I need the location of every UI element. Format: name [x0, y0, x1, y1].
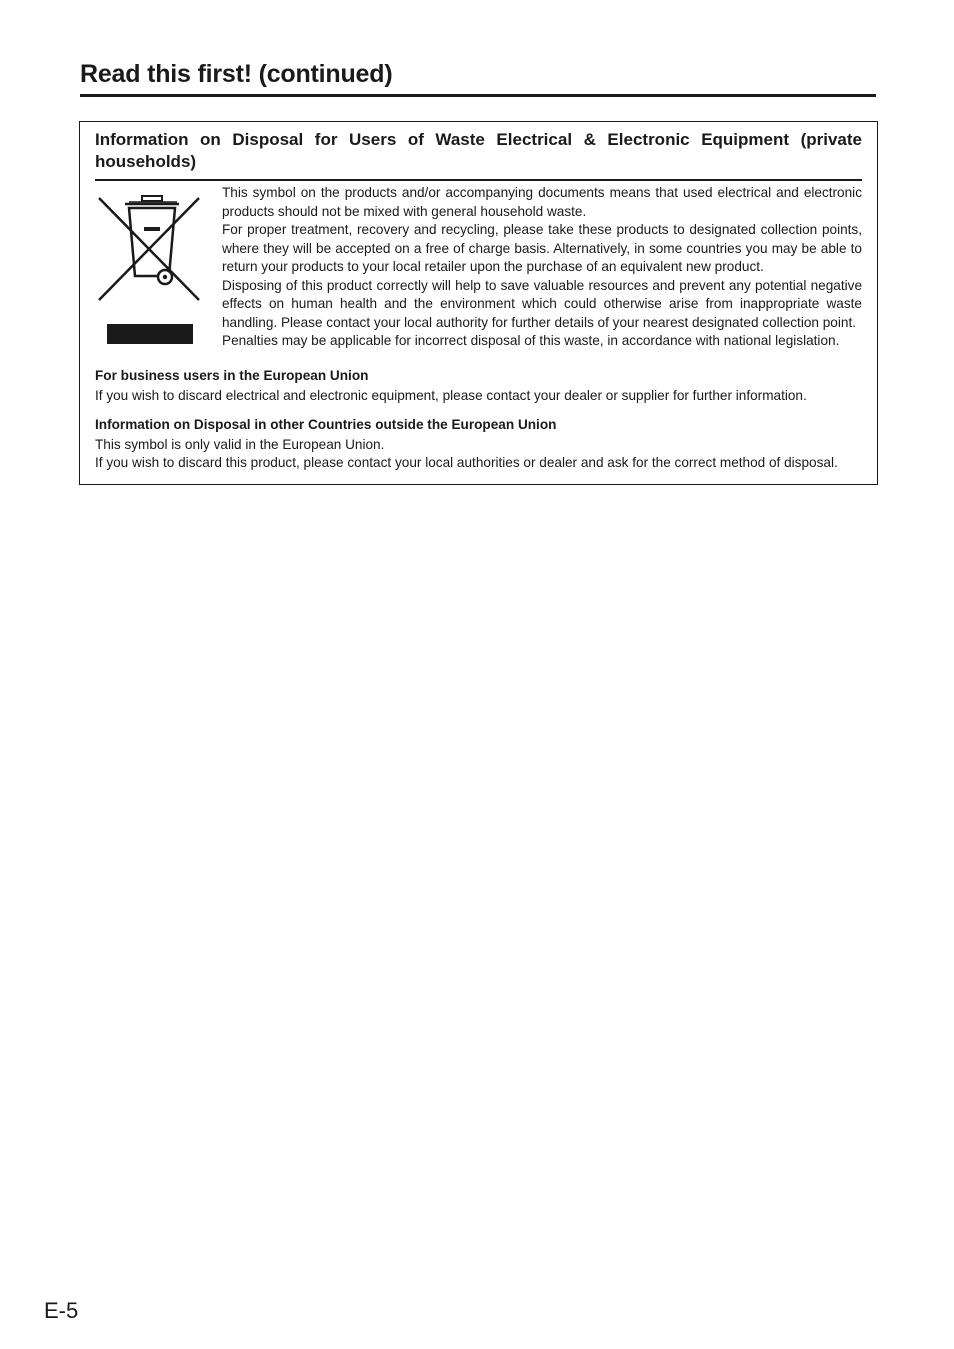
business-users-heading: For business users in the European Union — [95, 368, 369, 383]
paragraph-symbol-meaning: This symbol on the products and/or accompanying documents means that used electrical and electronic products should not be mixed with general household waste. — [222, 185, 862, 219]
disposal-info-box — [79, 121, 878, 485]
outside-eu-heading: Information on Disposal in other Countries outside the European Union — [95, 417, 557, 432]
paragraph-proper-treatment: For proper treatment, recovery and recycling, please take these products to designated collection points, where they will be accepted on a free of charge basis. Alternatively, in some countries you may be able to return your products to your local retailer upon the purchase of an equivalent new product. — [222, 222, 862, 274]
disposal-heading: Information on Disposal for Users of Waste Electrical & Electronic Equipment (private households) — [95, 129, 862, 181]
page-title: Read this first! (continued) — [80, 57, 876, 97]
page-number: E-5 — [44, 1298, 79, 1323]
wee-section — [95, 184, 862, 356]
outside-eu-line: If you wish to discard this product, please contact your local authorities or dealer and ask for the correct method of disposal. — [95, 455, 838, 470]
paragraph-penalties: Penalties may be applicable for incorrect disposal of this waste, in accordance with national legislation. — [222, 333, 840, 348]
crossed-out-wheelie-bin-icon — [95, 184, 217, 356]
paragraph-correct-disposal: Disposing of this product correctly will help to save valuable resources and prevent any potential negative effects on human health and the environment which could otherwise arise from inappropriate waste handling. Please contact your local authority for further details of your nearest designated collection point. — [222, 277, 862, 330]
outside-eu-line: This symbol is only valid in the European Union. — [95, 436, 385, 452]
business-users-text: If you wish to discard electrical and electronic equipment, please contact your dealer or supplier for further information. — [95, 387, 807, 403]
